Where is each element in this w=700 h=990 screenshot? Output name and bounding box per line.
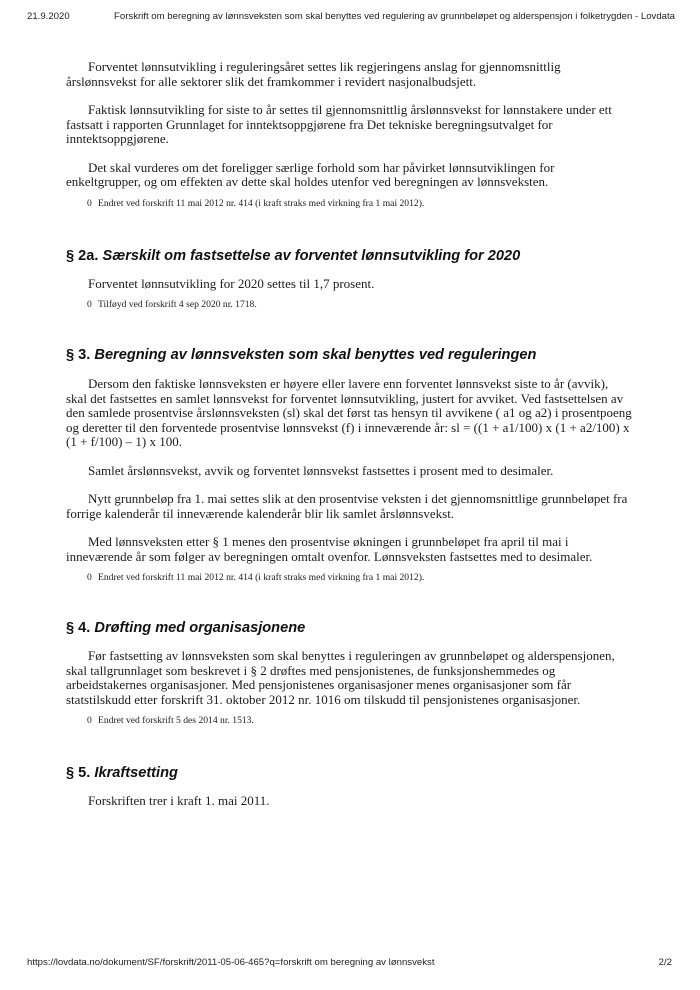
paragraph: Med lønnsveksten etter § 1 menes den prosentvise økningen i grunnbeløpet fra april til mai i inneværende år som følger av beregningen omtalt ovenfor. Lønnsveksten fastsettes med to desimaler. xyxy=(66,534,593,564)
section-5 xyxy=(66,765,632,809)
paragraph: Samlet årslønnsvekst, avvik og forventet lønnsvekst fastsettes i prosent med to desimaler. xyxy=(88,462,554,478)
section-number: § 2a. xyxy=(66,247,99,264)
section-number: § 5. xyxy=(66,765,91,781)
section-heading xyxy=(66,620,632,636)
section-title: Drøfting med organisasjonene xyxy=(94,620,306,636)
section-number: § 3. xyxy=(66,347,91,363)
paragraph: Forventet lønnsutvikling for 2020 settes til 1,7 prosent. xyxy=(88,275,375,291)
section-number: § 4. xyxy=(66,620,91,636)
note-marker: 0 xyxy=(87,715,92,726)
note-text: Tilføyd ved forskrift 4 sep 2020 nr. 1718. xyxy=(98,299,257,310)
amendment-note xyxy=(66,198,632,210)
note-marker: 0 xyxy=(87,197,92,209)
page-number: 2/2 xyxy=(658,957,672,968)
paragraph: Det skal vurderes om det foreligger særlige forhold som har påvirket lønnsutviklingen for enkeltgrupper, og om effekten av dette skal holdes utenfor ved beregningen av lønnsveksten. xyxy=(66,159,555,189)
section-heading xyxy=(66,248,632,264)
paragraph: Faktisk lønnsutvikling for siste to år settes til gjennomsnittlig årslønnsvekst for lønnstakere under ett fastsatt i rapporten Grunnlaget for inntektsoppgjørene fra Det tekniske beregningsutvalget for inntektsoppgjørene. xyxy=(66,102,612,146)
paragraph: Før fastsetting av lønnsveksten som skal benyttes i reguleringen av grunnbeløpet og alderspensjonen, skal tallgrunnlaget som beskrevet i § 2 drøftes med pensjonistenes, de funksjonshemmedes og arbeidstakernes organisasjoner. Med pensjonistenes organisasjoner menes organisasjoner som får statstilskudd etter forskrift 31. oktober 2012 nr. 1016 om tilskudd til pensjonistenes organisasjoner. xyxy=(66,648,615,707)
section-3 xyxy=(66,347,632,584)
section-heading xyxy=(66,347,632,363)
paragraph: Nytt grunnbeløp fra 1. mai settes slik at den prosentvise veksten i det gjennomsnittlige grunnbeløpet fra forrige kalenderår til inneværende kalenderår blir lik samlet årslønnsvekst. xyxy=(66,491,628,521)
section-4 xyxy=(66,620,632,727)
continuation-block xyxy=(66,60,632,210)
note-marker: 0 xyxy=(87,572,92,583)
amendment-note xyxy=(66,715,632,727)
section-title: Ikraftsetting xyxy=(94,765,178,781)
paragraph: Dersom den faktiske lønnsveksten er høyere eller lavere enn forventet lønnsvekst siste to år (avvik), skal det fastsettes en samlet lønnsvekst for forventet lønnsutvikling, justert for avviket. Ved fastsettelsen av den samlede prosentvise årslønnsveksten (sl) skal det først tas hensyn til avvikene ( a1 og a2) i prosentpoeng og deretter til den forventede prosentvise lønnsvekst (f) i inneværende år: sl = ((1 + a1/100) x (1 + a2/100) x (1 + f/100) – 1) x 100. xyxy=(66,376,632,449)
amendment-note xyxy=(66,299,632,311)
section-heading xyxy=(66,765,632,781)
note-text: Endret ved forskrift 11 mai 2012 nr. 414 (i kraft straks med virkning fra 1 mai 2012). xyxy=(98,572,425,583)
section-2a xyxy=(66,248,632,312)
page-footer xyxy=(27,957,672,968)
section-title: Beregning av lønnsveksten som skal benyttes ved reguleringen xyxy=(94,347,537,363)
document-title: Forskrift om beregning av lønnsveksten som skal benyttes ved regulering av grunnbeløpet og alderspensjon i folketrygden - Lovdata xyxy=(114,11,676,22)
page-url: https://lovdata.no/dokument/SF/forskrift/2011-05-06-465?q=forskrift om beregning av lønnsvekst xyxy=(27,957,435,968)
print-date: 21.9.2020 xyxy=(27,11,70,22)
paragraph: Forventet lønnsutvikling i reguleringsåret settes lik regjeringens anslag for gjennomsnittlig årslønnsvekst for alle sektorer slik det framkommer i revidert nasjonalbudsjett. xyxy=(66,59,561,89)
note-text: Endret ved forskrift 11 mai 2012 nr. 414 (i kraft straks med virkning fra 1 mai 2012). xyxy=(98,197,425,209)
document-body xyxy=(66,60,632,809)
note-text: Endret ved forskrift 5 des 2014 nr. 1513. xyxy=(98,715,254,726)
section-title: Særskilt om fastsettelse av forventet lønnsutvikling for 2020 xyxy=(102,247,521,264)
note-marker: 0 xyxy=(87,299,92,310)
amendment-note xyxy=(66,572,632,584)
paragraph: Forskriften trer i kraft 1. mai 2011. xyxy=(88,793,270,808)
